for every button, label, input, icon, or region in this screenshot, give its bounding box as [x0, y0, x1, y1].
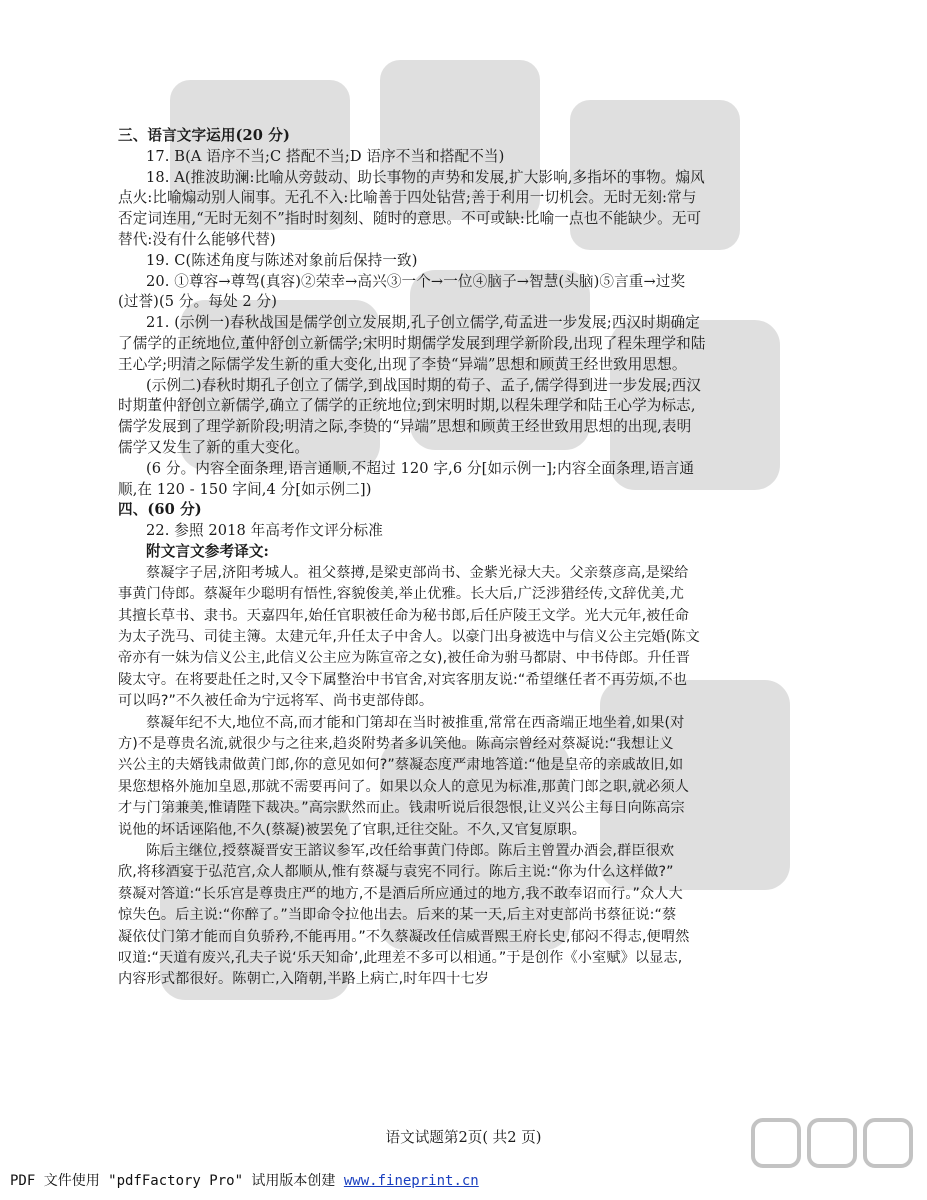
pdf-note-text: PDF 文件使用 "pdfFactory Pro" 试用版本创建 [10, 1173, 344, 1189]
lines-line: 儒学发展到了理学新阶段;明清之际,李贽的“异端”思想和顾黄王经世致用思想的出现,表明 [118, 418, 692, 436]
translation-line: 可以吗?”不久被任命为宁远将军、尚书吏部侍郎。 [118, 693, 434, 710]
translation-line: 内容形式都很好。陈朝亡,入隋朝,半路上病亡,时年四十七岁 [118, 971, 490, 988]
translation-line: 才与门第兼美,惟请陛下裁决。”高宗默然而止。钱肃听说后很怨恨,让义兴公主每日向陈高宗 [118, 800, 685, 817]
translation-line: 惊失色。后主说:“你醉了。”当即命令拉他出去。后来的某一天,后主对吏部尚书蔡征说:“蔡 [118, 907, 677, 924]
lines-line: 否定词连用,“无时无刻不”指时时刻刻、随时的意思。不可或缺:比喻一点也不能缺少。无可 [118, 210, 702, 228]
lines-line: 王心学;明清之际儒学发生新的重大变化,出现了李贽“异端”思想和顾黄王经世致用思想。 [118, 355, 687, 373]
translation-section [118, 563, 798, 991]
lines-line: 17. B(A 语序不当;C 搭配不当;D 语序不当和搭配不当) [146, 147, 505, 165]
answer-section [118, 126, 798, 563]
lines-line: 替代:没有什么能够代替) [118, 230, 276, 248]
translation-line: 其擅长草书、隶书。天嘉四年,始任官职被任命为秘书郎,后任庐陵王文学。光大元年,被任命 [118, 607, 690, 624]
lines-line: 儒学又发生了新的重大变化。 [118, 438, 310, 456]
translation-line: 蔡凝字子居,济阳考城人。祖父蔡撙,是梁吏部尚书、金紫光禄大夫。父亲蔡彦高,是梁给 [146, 564, 689, 581]
answer-page [118, 126, 798, 991]
translation-line: 蔡凝对答道:“长乐宫是尊贵庄严的地方,不是酒后所应通过的地方,我不敢奉诏而行。”众人大 [118, 885, 683, 902]
translation-line: 欣,将移酒宴于弘范宫,众人都顺从,惟有蔡凝与袁宪不同行。陈后主说:“你为什么这样做?” [118, 864, 674, 881]
translation-line: 事黄门侍郎。蔡凝年少聪明有悟性,容貌俊美,举止优雅。长大后,广泛涉猎经传,文辞优美,尤 [118, 586, 684, 603]
translation-line: 兴公主的夫婿钱肃做黄门郎,你的意见如何?”蔡凝态度严肃地答道:“他是皇帝的亲戚故旧,如 [118, 757, 684, 774]
translation-line: 叹道:“天道有废兴,孔夫子说‘乐天知命’,此理差不多可以相通。”于是创作《小室赋》以显志, [118, 950, 683, 967]
lines-line: 了儒学的正统地位,董仲舒创立新儒学;宋明时期儒学发展到理学新阶段,出现了程朱理学和陆 [118, 334, 706, 352]
lines-line: 18. A(推波助澜:比喻从旁鼓动、助长事物的声势和发展,扩大影响,多指坏的事物。煽风 [146, 168, 705, 186]
page-number: 语文试题第2页( 共2 页) [385, 1129, 542, 1146]
translation-line: 陈后主继位,授蔡凝晋安王諮议参军,改任给事黄门侍郎。陈后主曾置办酒会,群臣很欢 [146, 843, 675, 860]
translation-line: 说他的坏话诬陷他,不久(蔡凝)被罢免了官职,迁往交阯。不久,又官复原职。 [118, 821, 587, 838]
translation-line: 凝依仗门第才能而自负骄矜,不能再用。”不久蔡凝改任信威晋熙王府长史,郁闷不得志,便喟然 [118, 928, 690, 945]
translation-line: 为太子洗马、司徒主簿。太建元年,升任太子中舍人。以豪门出身被选中与信义公主完婚(陈文 [118, 628, 700, 645]
lines-line: 19. C(陈述角度与陈述对象前后保持一致) [146, 251, 418, 269]
lines-line: 点火:比喻煽动别人闹事。无孔不入:比喻善于四处钻营;善于利用一切机会。无时无刻:常与 [118, 189, 697, 207]
lines-line: (示例二)春秋时期孔子创立了儒学,到战国时期的荀子、孟子,儒学得到进一步发展;西汉 [146, 376, 702, 394]
lines-line: (过誉)(5 分。每处 2 分) [118, 293, 278, 311]
translation-line: 帝亦有一妹为信义公主,此信义公主应为陈宣帝之女),被任命为驸马都尉、中书侍郎。升任晋 [118, 650, 691, 667]
lines-line: 顺,在 120 - 150 字间,4 分[如示例二]) [118, 480, 372, 498]
translation-line: 方)不是尊贵名流,就很少与之往来,趋炎附势者多讥笑他。陈高宗曾经对蔡凝说:“我想让义 [118, 735, 674, 752]
fineprint-link[interactable]: www.fineprint.cn [343, 1173, 479, 1189]
lines-line: 20. ①尊容→尊驾(真容)②荣幸→高兴③一个→一位④脑子→智慧(头脑)⑤言重→过奖 [146, 272, 686, 290]
lines-line: 四、(60 分) [118, 501, 202, 519]
lines-line: 三、语言文字运用(20 分) [118, 127, 290, 144]
lines-line: 21. (示例一)春秋战国是儒学创立发展期,孔子创立儒学,荀孟进一步发展;西汉时期确定 [146, 314, 700, 332]
corner-logo-icon [747, 1114, 917, 1194]
lines-line: 时期董仲舒创立新儒学,确立了儒学的正统地位;到宋明时期,以程朱理学和陆王心学为标志, [118, 397, 696, 415]
lines-line: 22. 参照 2018 年高考作文评分标准 [146, 522, 383, 540]
translation-line: 陵太守。在将要赴任之时,又令下属整治中书官舍,对宾客朋友说:“希望继任者不再劳烦,不也 [118, 671, 688, 688]
pdf-creator-note [10, 1170, 479, 1190]
translation-line: 蔡凝年纪不大,地位不高,而才能和门第却在当时被推重,常常在西斋端正地坐着,如果(对 [146, 714, 685, 731]
lines-line: (6 分。内容全面条理,语言通顺,不超过 120 字,6 分[如示例一];内容全面条理,语言通 [146, 459, 695, 477]
translation-line: 果您想格外施加皇恩,那就不需要再问了。如果以众人的意见为标准,那黄门郎之职,就必须人 [118, 778, 690, 795]
lines-line: 附文言文参考译文: [146, 542, 270, 560]
